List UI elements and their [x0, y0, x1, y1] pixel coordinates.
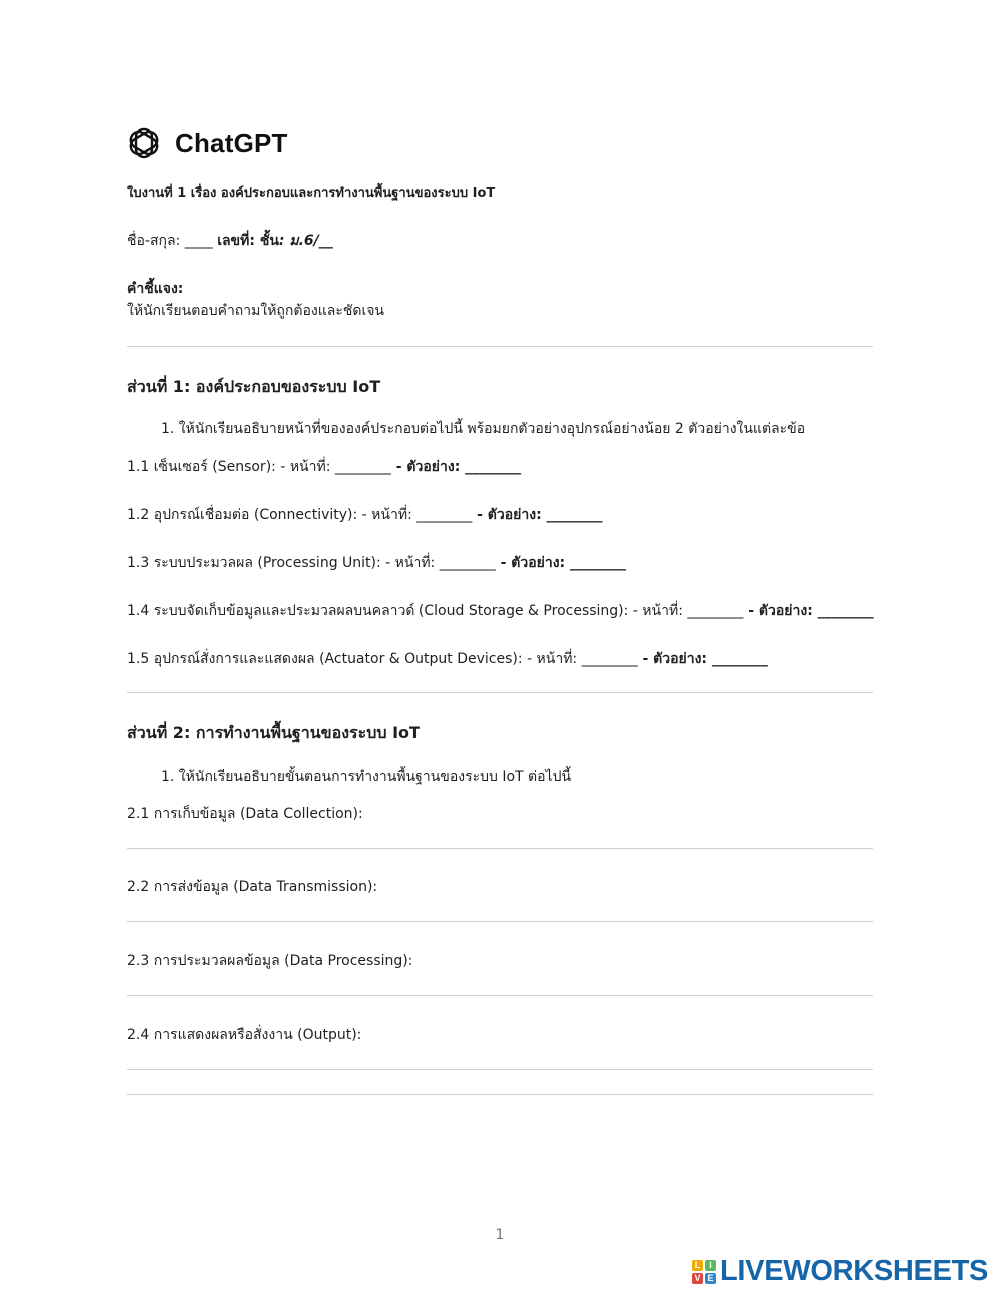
- divider: [127, 346, 873, 347]
- part1-item-4: [127, 600, 874, 622]
- class-value: : ม.6/__: [278, 233, 333, 249]
- item-text: 1.1 เซ็นเซอร์ (Sensor): - หน้าที่: ________: [127, 459, 391, 475]
- student-info-line: [127, 230, 333, 252]
- part2-heading: ส่วนที่ 2: การทำงานพื้นฐานของระบบ IoT: [127, 723, 420, 742]
- part1-item-3: [127, 552, 626, 574]
- liveworksheets-icon: [692, 1260, 716, 1284]
- item-example: - ตัวอย่าง: ________: [495, 555, 627, 571]
- part1-prompt: 1. ให้นักเรียนอธิบายหน้าที่ขององค์ประกอบต่อไปนี้ พร้อมยกตัวอย่างอุปกรณ์อย่างน้อย 2 ตัวอย่างในแต่ละข้อ: [161, 421, 806, 437]
- lw-cell: L: [692, 1260, 703, 1271]
- part2-item-2: 2.2 การส่งข้อมูล (Data Transmission):: [127, 879, 378, 895]
- part2-prompt: 1. ให้นักเรียนอธิบายขั้นตอนการทำงานพื้นฐานของระบบ IoT ต่อไปนี้: [161, 769, 572, 785]
- divider: [127, 692, 873, 693]
- liveworksheets-logo: [692, 1255, 988, 1288]
- part1-item-5: [127, 648, 768, 670]
- lw-cell: I: [705, 1260, 716, 1271]
- item-text: 1.5 อุปกรณ์สั่งการและแสดงผล (Actuator & Output Devices): - หน้าที่: ________: [127, 651, 638, 667]
- worksheet-title: ใบงานที่ 1 เรื่อง องค์ประกอบและการทำงานพื้นฐานของระบบ IoT: [127, 186, 496, 201]
- instructions-heading: คำชี้แจง:: [127, 281, 184, 297]
- number-label: เลขที่: ชั้น: [217, 233, 279, 249]
- chatgpt-logo: [127, 126, 288, 160]
- item-example: - ตัวอย่าง: ________: [637, 651, 768, 667]
- answer-line[interactable]: [127, 848, 873, 849]
- lw-cell: E: [705, 1273, 716, 1284]
- name-label: ชื่อ-สกุล: ____: [127, 233, 213, 249]
- part1-item-1: [127, 456, 521, 478]
- item-text: 1.3 ระบบประมวลผล (Processing Unit): - หน้าที่: ________: [127, 555, 496, 571]
- item-text: 1.2 อุปกรณ์เชื่อมต่อ (Connectivity): - หน้าที่: ________: [127, 507, 473, 523]
- answer-line[interactable]: [127, 921, 873, 922]
- item-example: - ตัวอย่าง: ________: [390, 459, 522, 475]
- part2-item-1: 2.1 การเก็บข้อมูล (Data Collection):: [127, 806, 363, 822]
- part1-item-2: [127, 504, 603, 526]
- item-example: - ตัวอย่าง: ________: [743, 603, 874, 619]
- answer-line[interactable]: [127, 1069, 873, 1070]
- lw-cell: V: [692, 1273, 703, 1284]
- part2-item-4: 2.4 การแสดงผลหรือสั่งงาน (Output):: [127, 1027, 362, 1043]
- answer-line[interactable]: [127, 995, 873, 996]
- part1-heading: ส่วนที่ 1: องค์ประกอบของระบบ IoT: [127, 377, 381, 396]
- liveworksheets-text: LIVEWORKSHEETS: [720, 1255, 989, 1287]
- openai-icon: [127, 126, 161, 160]
- item-example: - ตัวอย่าง: ________: [472, 507, 603, 523]
- part2-item-3: 2.3 การประมวลผลข้อมูล (Data Processing):: [127, 953, 413, 969]
- divider: [127, 1094, 873, 1095]
- item-text: 1.4 ระบบจัดเก็บข้อมูลและประมวลผลบนคลาวด์ (Cloud Storage & Processing): - หน้าที่: ________: [127, 603, 744, 619]
- logo-text: ChatGPT: [175, 127, 288, 158]
- page-number: 1: [495, 1227, 505, 1243]
- instructions-text: ให้นักเรียนตอบคำถามให้ถูกต้องและชัดเจน: [127, 303, 384, 319]
